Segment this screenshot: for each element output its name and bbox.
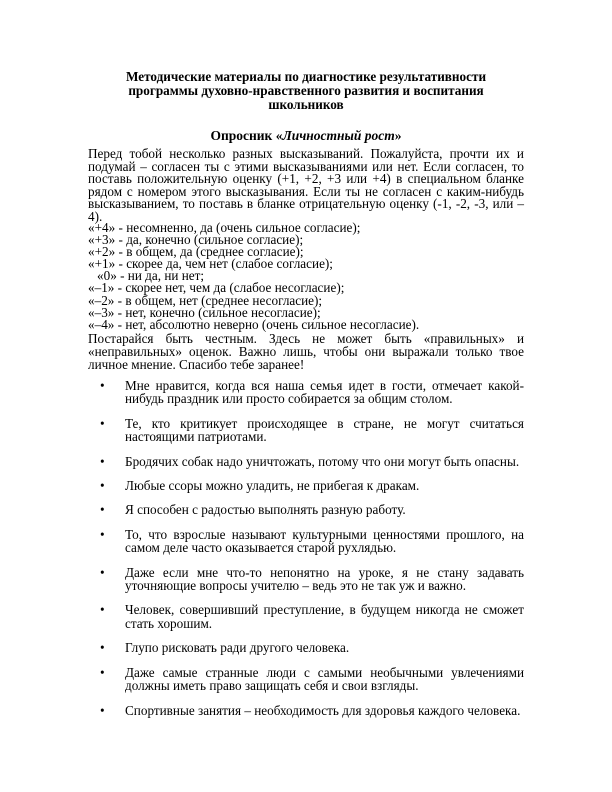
list-item [100, 479, 524, 492]
statement-text: Даже если мне что-то непонятно на уроке, я не стану задавать уточняющие вопросы учителю – ведь это не так уж и важно. [125, 564, 524, 594]
bullet-icon: • [100, 415, 105, 431]
list-item [100, 603, 524, 630]
list-item [100, 704, 524, 717]
scale-item: «0» - ни да, ни нет; [97, 268, 205, 284]
statement-text: Мне нравится, когда вся наша семья идет в гости, отмечает какой-нибудь праздник или просто собирается за общим столом. [125, 378, 524, 407]
bullet-icon: • [100, 453, 105, 469]
bullet-icon: • [100, 526, 105, 542]
bullet-icon: • [100, 378, 105, 393]
scale-item: «–3» - нет, конечно (сильное несогласие); [88, 304, 321, 320]
document-heading: Методические материалы по диагностике результативности программы духовно-нравственного развития и воспитания школьников [125, 69, 487, 112]
list-item [100, 666, 524, 693]
statement-text: Я способен с радостью выполнять разную работу. [125, 502, 406, 518]
scale-item: «+3» - да, конечно (сильное согласие); [88, 232, 304, 248]
bullet-icon: • [100, 478, 105, 494]
statement-text: Глупо рисковать ради другого человека. [125, 640, 350, 656]
scale-item: «–2» - в общем, нет (среднее несогласие); [88, 292, 323, 308]
list-item [100, 379, 524, 406]
questionnaire-title-prefix: Опросник « [210, 128, 283, 143]
rating-scale [88, 222, 524, 331]
list-item [100, 641, 524, 654]
scale-item: «–1» - скорее нет, чем да (слабое несогласие); [88, 280, 345, 296]
statement-text: Бродячих собак надо уничтожать, потому что они могут быть опасны. [125, 453, 520, 469]
questionnaire-title-name: Личностный рост [282, 128, 395, 143]
bullet-icon: • [100, 602, 105, 618]
statement-text: Те, кто критикует происходящее в стране, не могут считаться настоящими патриотами. [125, 415, 524, 445]
bullet-icon: • [100, 664, 105, 680]
list-item [100, 503, 524, 516]
statement-text: Человек, совершивший преступление, в будущем никогда не сможет стать хорошим. [125, 602, 524, 631]
statement-list [100, 379, 524, 728]
list-item [100, 528, 524, 555]
scale-item: «+4» - несомненно, да (очень сильное согласие); [88, 220, 361, 235]
bullet-icon: • [100, 702, 105, 718]
bullet-icon: • [100, 640, 105, 656]
instructions-paragraph: Перед тобой несколько разных высказываний. Пожалуйста, прочти их и подумай – согласен ты с этими высказываниями или нет. Если согласен, то поставь положительную оценку (+1, +2, +3 или +4) в специальном бланке рядом с номером этого высказывания. Если ты не согласен с каким-нибудь высказыванием, то поставь в бланке отрицательную оценку (-1, -2, -3, или –4). [88, 146, 524, 224]
questionnaire-title-suffix: » [394, 128, 402, 143]
list-item [100, 417, 524, 444]
bullet-icon: • [100, 564, 105, 580]
questionnaire-title [88, 128, 524, 143]
statement-text: То, что взрослые называют культурными ценностями прошлого, на самом деле часто оказывается старой рухлядью. [125, 526, 524, 556]
list-item [100, 566, 524, 593]
statement-text: Даже самые странные люди с самыми необычными увлечениями должны иметь право защищать себя и свои взгляды. [125, 664, 524, 694]
list-item [100, 455, 524, 468]
scale-item: «+2» - в общем, да (среднее согласие); [88, 244, 304, 260]
scale-item: «+1» - скорее да, чем нет (слабое согласие); [88, 256, 333, 272]
statement-text: Спортивные занятия – необходимость для здоровья каждого человека. [125, 702, 521, 718]
scale-item: «–4» - нет, абсолютно неверно (очень сильное несогласие). [88, 316, 420, 332]
bullet-icon: • [100, 502, 105, 518]
closing-paragraph: Постарайся быть честным. Здесь не может быть «правильных» и «неправильных» оценок. Важно лишь, чтобы они выражали только твое личное мнение. Спасибо тебе заранее! [88, 331, 524, 372]
statement-text: Любые ссоры можно уладить, не прибегая к дракам. [125, 478, 420, 494]
